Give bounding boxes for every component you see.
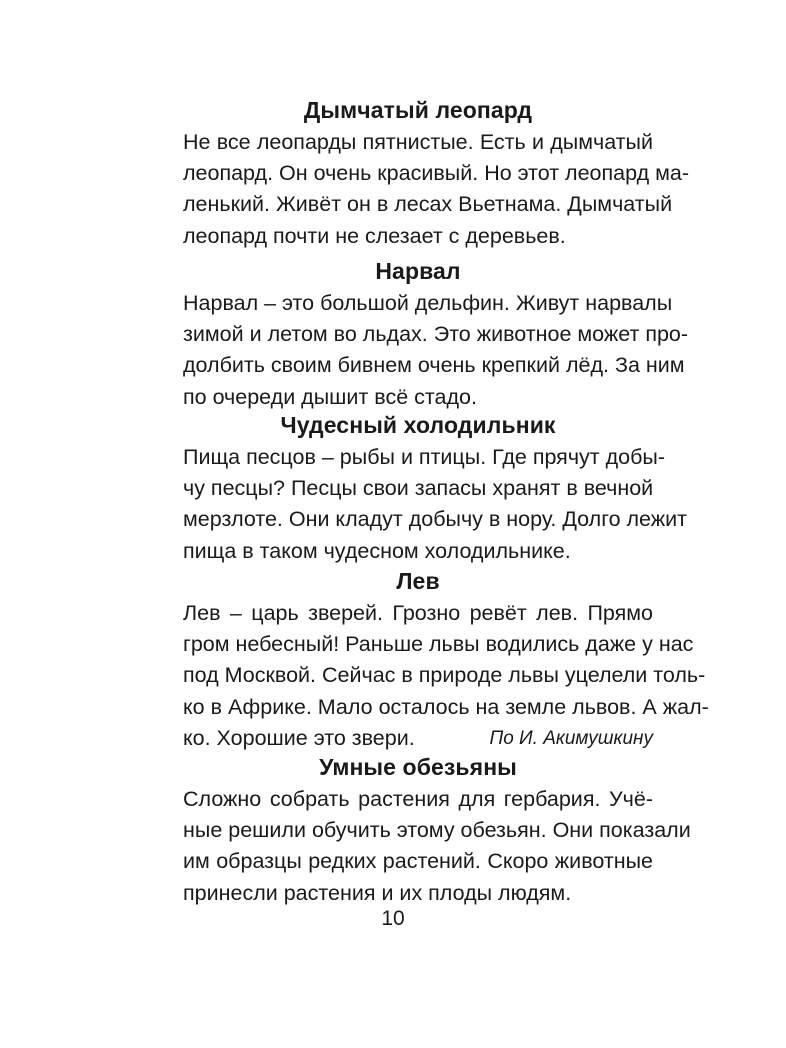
text-line: Сложно собрать растения для гербария. Учё- bbox=[183, 787, 653, 811]
page-number: 10 bbox=[381, 907, 405, 930]
text-line: ные решили обучить этому обезьян. Они показали bbox=[183, 818, 691, 843]
text-line: леопард почти не слезает с деревьев. bbox=[183, 223, 566, 248]
section-title: Лев bbox=[396, 568, 440, 594]
text-line: мерзлоте. Они кладут добычу в нору. Долго лежит bbox=[183, 507, 688, 532]
text-line: Пища песцов – рыбы и птицы. Где прячут добы- bbox=[183, 445, 666, 469]
text-line: пища в таком чудесном холодильнике. bbox=[183, 538, 571, 563]
text-line: Нарвал – это большой дельфин. Живут нарвалы bbox=[183, 291, 673, 315]
text-line: принесли растения и их плоды людям. bbox=[183, 880, 572, 905]
text-line: ко. Хорошие это звери. bbox=[183, 725, 415, 750]
text-line-with-attribution bbox=[183, 723, 653, 754]
section-lion bbox=[183, 566, 709, 754]
text-line: леопард. Он очень красивый. Но этот леопард ма- bbox=[183, 161, 689, 186]
section-title: Дымчатый леопард bbox=[303, 97, 533, 123]
section-smoky-leopard bbox=[183, 95, 689, 252]
section-text bbox=[183, 598, 709, 754]
section-text bbox=[183, 442, 688, 567]
text-line: под Москвой. Сейчас в природе львы уцелели толь- bbox=[183, 663, 706, 688]
section-wonderful-fridge bbox=[183, 410, 688, 567]
text-line: ко в Африке. Мало осталось на земле львов. А жал- bbox=[183, 694, 709, 719]
section-title: Умные обезьяны bbox=[319, 754, 517, 780]
text-line: Не все леопарды пятнистые. Есть и дымчатый bbox=[183, 130, 653, 154]
section-title: Нарвал bbox=[375, 258, 461, 284]
text-line: долбить своим бивнем очень крепкий лёд. За ним bbox=[183, 353, 685, 378]
section-text bbox=[183, 127, 689, 252]
section-narwhal bbox=[183, 256, 689, 413]
text-line: чу песцы? Песцы свои запасы хранят в вечной bbox=[183, 476, 654, 501]
text-line: по очереди дышит всё стадо. bbox=[183, 384, 477, 409]
text-line: гром небесный! Раньше львы водились даже у нас bbox=[183, 632, 694, 657]
text-line: им образцы редких растений. Скоро животные bbox=[183, 849, 653, 874]
section-title: Чудесный холодильник bbox=[280, 412, 556, 438]
text-line: ленький. Живёт он в лесах Вьетнама. Дымчатый bbox=[183, 192, 673, 217]
author-attribution: По И. Акимушкину bbox=[489, 727, 653, 749]
text-line: зимой и летом во льдах. Это животное может про- bbox=[183, 322, 689, 347]
text-line: Лев – царь зверей. Грозно ревёт лев. Прямо bbox=[183, 601, 653, 625]
section-text bbox=[183, 288, 689, 413]
section-smart-monkeys bbox=[183, 752, 691, 909]
section-text bbox=[183, 784, 691, 909]
